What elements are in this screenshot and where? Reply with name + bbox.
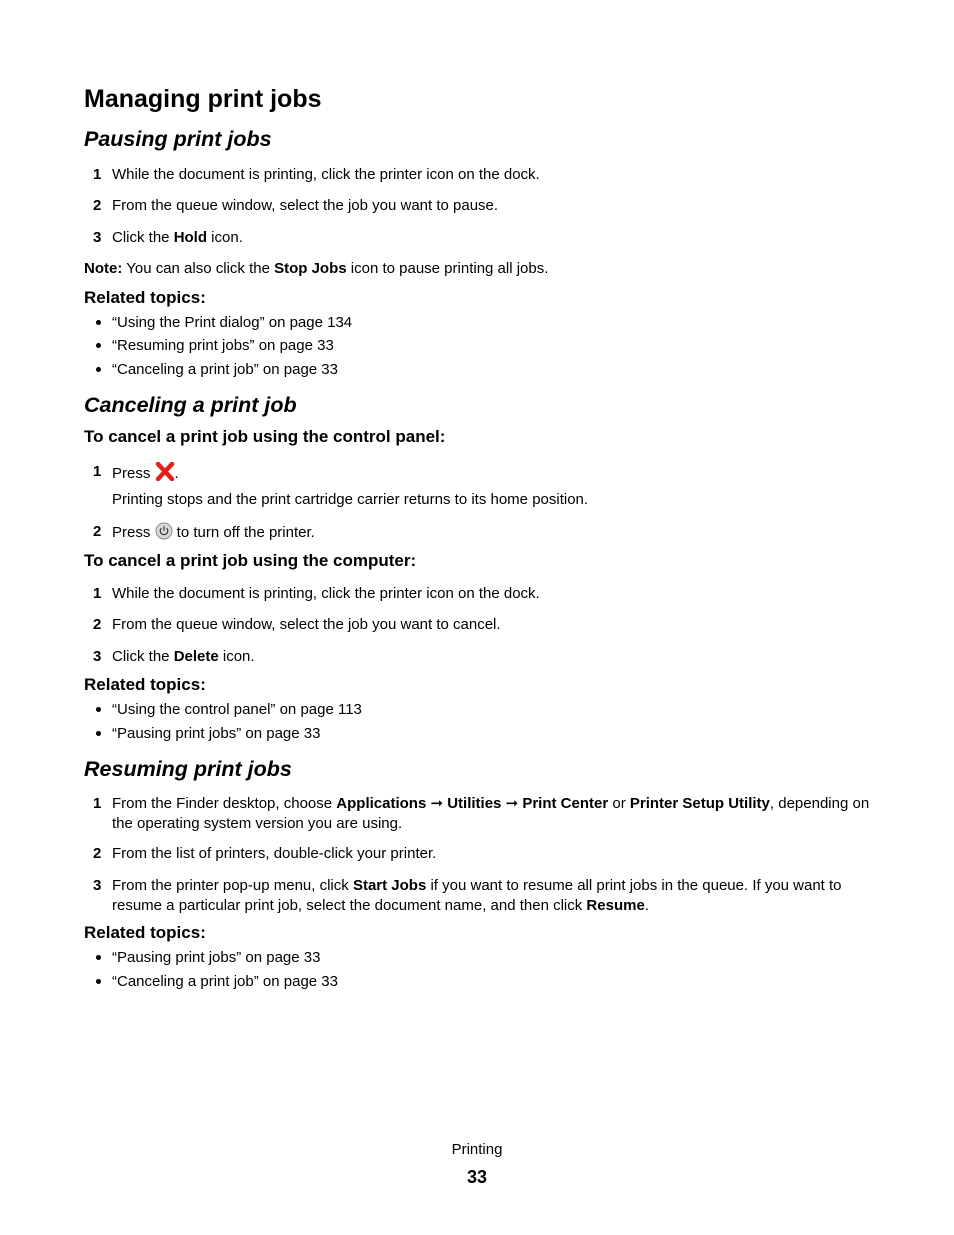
step-text	[112, 647, 884, 667]
related-link[interactable]	[96, 948, 320, 967]
print-center-label: Print Center	[522, 795, 609, 812]
start-jobs-label: Start Jobs	[352, 877, 427, 894]
related-link-text[interactable]: “Canceling a print job” on page 33	[112, 973, 338, 990]
step-text-mid: if you want to resume all print jobs in the queue. If you want to resume a particular print job, select the document name, and then click	[112, 877, 842, 914]
bullet-dot	[96, 731, 101, 736]
cancel-x-icon	[155, 462, 175, 487]
related-topics-heading: Related topics:	[84, 288, 206, 307]
step-text: From the queue window, select the job you want to pause.	[112, 197, 499, 214]
step-text-post: icon.	[207, 229, 243, 246]
printer-setup-utility-label: Printer Setup Utility	[629, 795, 770, 812]
step-text: While the document is printing, click the printer icon on the dock.	[112, 166, 540, 183]
related-link-text[interactable]: “Using the Print dialog” on page 134	[112, 314, 353, 331]
step-text: While the document is printing, click the printer icon on the dock.	[112, 585, 540, 602]
note-text-post: icon to pause printing all jobs.	[346, 260, 549, 277]
cancel-cp-step-2	[84, 522, 884, 546]
step-text-pre: Press	[112, 524, 155, 541]
cancel-cp-step-1-detail	[84, 490, 884, 510]
step-text	[112, 462, 884, 487]
footer-section-label: Printing	[451, 1141, 503, 1158]
related-link[interactable]	[96, 972, 338, 991]
cancel-pc-step-1	[84, 584, 884, 604]
related-link[interactable]	[96, 336, 334, 355]
pause-step-3	[84, 228, 884, 248]
note-text-pre: You can also click the	[122, 260, 275, 277]
related-link[interactable]	[96, 360, 338, 379]
step-number: 2	[93, 523, 102, 540]
resume-step-1	[84, 794, 874, 833]
power-icon	[155, 522, 173, 546]
step-text	[112, 794, 874, 833]
bullet-dot	[96, 320, 101, 325]
stop-jobs-label: Stop Jobs	[274, 260, 347, 277]
related-link-text[interactable]: “Pausing print jobs” on page 33	[112, 725, 321, 742]
step-text: From the list of printers, double-click your printer.	[112, 845, 437, 862]
bullet-dot	[96, 367, 101, 372]
menu-arrow: ➞	[505, 795, 519, 812]
related-link-text[interactable]: “Pausing print jobs” on page 33	[112, 949, 321, 966]
step-text	[112, 228, 884, 248]
subheading-control-panel: To cancel a print job using the control panel:	[84, 427, 446, 446]
step-text-pre: Press	[112, 465, 155, 482]
cancel-pc-step-3	[84, 647, 884, 667]
bullet-dot	[96, 955, 101, 960]
related-link-text[interactable]: “Resuming print jobs” on page 33	[112, 337, 334, 354]
cancel-cp-step-1	[84, 462, 884, 487]
related-link[interactable]	[96, 700, 362, 719]
step-text-post: to turn off the printer.	[172, 524, 315, 541]
step-number: 1	[93, 795, 102, 812]
step-text-pre: From the printer pop-up menu, click	[112, 877, 353, 894]
note-label: Note:	[84, 260, 123, 277]
subheading-computer: To cancel a print job using the computer:	[84, 551, 417, 570]
step-number: 3	[93, 877, 102, 894]
step-number: 1	[93, 166, 102, 183]
utilities-label: Utilities	[447, 795, 502, 812]
delete-label: Delete	[173, 648, 219, 665]
menu-arrow: ➞	[430, 795, 444, 812]
bullet-dot	[96, 707, 101, 712]
step-number: 1	[93, 463, 102, 480]
step-text-post: , depending on the operating system version you are using.	[112, 795, 870, 832]
step-number: 2	[93, 616, 102, 633]
related-link[interactable]	[96, 724, 320, 743]
cancel-pc-step-2	[84, 615, 884, 635]
page-number: 33	[466, 1167, 488, 1187]
related-link[interactable]	[96, 313, 352, 332]
step-number: 2	[93, 845, 102, 862]
step-text-pre: Click the	[112, 229, 174, 246]
resume-label: Resume	[586, 896, 645, 914]
step-text-post: .	[174, 465, 179, 482]
pause-step-2	[84, 196, 884, 216]
bullet-dot	[96, 343, 101, 348]
step-number: 3	[93, 648, 102, 665]
step-text-pre: From the Finder desktop, choose	[112, 795, 337, 812]
related-topics-heading: Related topics:	[84, 675, 206, 694]
step-text-mid: or	[608, 795, 630, 812]
resume-step-2	[84, 844, 884, 864]
resume-step-3	[84, 876, 874, 915]
step-detail-text: Printing stops and the print cartridge carrier returns to its home position.	[112, 491, 589, 508]
step-number: 1	[93, 585, 102, 602]
step-text-post: .	[644, 896, 649, 914]
step-number: 3	[93, 229, 102, 246]
section-heading-resuming: Resuming print jobs	[84, 757, 292, 781]
related-link-text[interactable]: “Using the control panel” on page 113	[112, 701, 362, 718]
related-link-text[interactable]: “Canceling a print job” on page 33	[112, 361, 338, 378]
step-number: 2	[93, 197, 102, 214]
pause-step-1	[84, 165, 884, 185]
applications-label: Applications	[336, 795, 427, 812]
section-heading-pausing: Pausing print jobs	[84, 127, 272, 151]
step-text: From the queue window, select the job you want to cancel.	[112, 616, 501, 633]
related-topics-heading: Related topics:	[84, 923, 206, 942]
step-text	[112, 876, 874, 915]
section-heading-canceling: Canceling a print job	[84, 393, 297, 417]
hold-label: Hold	[173, 229, 208, 246]
page-title: Managing print jobs	[84, 85, 322, 113]
bullet-dot	[96, 979, 101, 984]
step-text-post: icon.	[218, 648, 255, 665]
pause-note	[84, 259, 548, 278]
step-text-pre: Click the	[112, 648, 174, 665]
step-text	[112, 522, 884, 546]
